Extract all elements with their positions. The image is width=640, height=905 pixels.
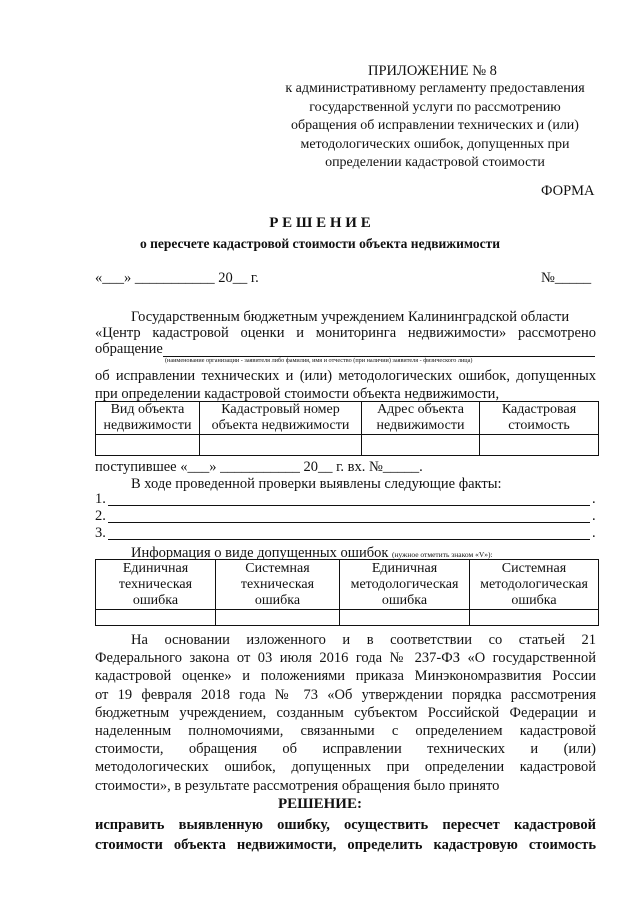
applicant-hint: (наименование организации - заявителя либо фамилия, имя и отчество (при наличии) заявителя - физического лица) <box>165 357 473 364</box>
table-header-cell: Системная техническая ошибка <box>216 560 340 610</box>
intro-line: «Центр кадастровой оценки и мониторинга недвижимости» рассмотрено <box>95 325 596 341</box>
basis-line: стоимости, обращения об исправлении технических и (или) <box>95 741 596 758</box>
fact-period: . <box>592 508 596 524</box>
fact-number: 1. <box>95 491 106 507</box>
decision-line: стоимости объекта недвижимости, определить кадастровую стоимость <box>95 837 596 853</box>
appendix-description <box>270 80 600 173</box>
intro-line: Государственным бюджетным учреждением Калининградской области <box>131 309 570 325</box>
table-header-cell: Адрес объекта недвижимости <box>362 402 480 435</box>
table-header-cell: Системная методологическая ошибка <box>470 560 599 610</box>
decision-date: «___» ___________ 20__ г. <box>95 270 259 286</box>
errors-intro: Информация о виде допущенных ошибок (нужное отметить знаком «V»): <box>131 545 493 561</box>
appendix-line: к административному регламенту предоставления <box>285 81 585 96</box>
fact-number: 3. <box>95 525 106 541</box>
table-row <box>96 435 599 456</box>
table-cell[interactable] <box>480 435 599 456</box>
table-cell[interactable] <box>200 435 362 456</box>
table-header-cell: Вид объекта недвижимости <box>96 402 200 435</box>
basis-line: методологических ошибок, допущенных при определении кадастровой <box>95 759 596 776</box>
basis-paragraph <box>95 631 596 795</box>
document-title: Р Е Ш Е Н И Е <box>269 215 371 231</box>
basis-line: Федерального закона от 03 июля 2016 года № 237-ФЗ «О государственной <box>95 650 596 667</box>
basis-line: кадастровой оценке» и положениями приказа Минэкономразвития России <box>95 668 596 685</box>
intro-line-block <box>95 324 596 342</box>
table-header-row <box>96 560 599 610</box>
basis-line: На основании изложенного и в соответствии со статьей 21 <box>131 632 596 648</box>
table-cell[interactable] <box>96 435 200 456</box>
table-row <box>96 610 599 626</box>
fact-blank-line[interactable] <box>108 539 590 540</box>
received-line: поступившее «___» ___________ 20__ г. вх. №_____. <box>95 459 423 475</box>
appendix-line: обращения об исправлении технических и (или) <box>291 118 579 133</box>
appendix-line: определении кадастровой стоимости <box>325 155 545 170</box>
decision-number: №_____ <box>541 270 592 286</box>
appendix-line: методологических ошибок, допущенных при <box>300 136 570 152</box>
fact-period: . <box>592 525 596 541</box>
table-header-cell: Кадастровый номер объекта недвижимости <box>200 402 362 435</box>
errors-table <box>95 559 599 626</box>
table-header-cell: Кадастровая стоимость <box>480 402 599 435</box>
basis-line: бюджетным учреждением, созданным субъектом Российской Федерации и <box>95 704 596 721</box>
fact-number: 2. <box>95 508 106 524</box>
error-checkbox-cell[interactable] <box>216 610 340 626</box>
table-cell[interactable] <box>362 435 480 456</box>
errors-hint: (нужное отметить знаком «V»): <box>392 550 493 559</box>
object-table <box>95 401 599 456</box>
table-header-cell: Единичная техническая ошибка <box>96 560 216 610</box>
fact-period: . <box>592 491 596 507</box>
basis-line: от 19 февраля 2018 года № 73 «Об утверждении порядка рассмотрения <box>95 686 596 703</box>
intro-applicant-label: обращение <box>95 341 163 357</box>
basis-line: наделенным полномочиями, связанными с определением кадастровой <box>95 722 596 739</box>
fact-blank-line[interactable] <box>108 505 590 506</box>
decision-paragraph <box>95 815 596 855</box>
error-checkbox-cell[interactable] <box>96 610 216 626</box>
intro-line: при определении кадастровой стоимости объекта недвижимости, <box>95 386 500 403</box>
table-header-cell: Единичная методологическая ошибка <box>340 560 470 610</box>
form-label: ФОРМА <box>541 183 595 199</box>
table-header-row <box>96 402 599 435</box>
intro-tail-block <box>95 367 596 403</box>
document-subtitle: о пересчете кадастровой стоимости объекта недвижимости <box>139 236 501 251</box>
decision-heading: РЕШЕНИЕ: <box>278 796 362 812</box>
facts-intro: В ходе проведенной проверки выявлены следующие факты: <box>131 476 502 492</box>
intro-line: об исправлении технических и (или) методологических ошибок, допущенных <box>95 368 596 384</box>
error-checkbox-cell[interactable] <box>340 610 470 626</box>
error-checkbox-cell[interactable] <box>470 610 599 626</box>
appendix-line: государственной услуги по рассмотрению <box>309 99 561 115</box>
appendix-title: ПРИЛОЖЕНИЕ № 8 <box>368 63 497 79</box>
basis-line: стоимости», в результате рассмотрения обращения было принято <box>95 777 500 794</box>
decision-line: исправить выявленную ошибку, осуществить пересчет кадастровой <box>95 817 596 833</box>
fact-blank-line[interactable] <box>108 522 590 523</box>
